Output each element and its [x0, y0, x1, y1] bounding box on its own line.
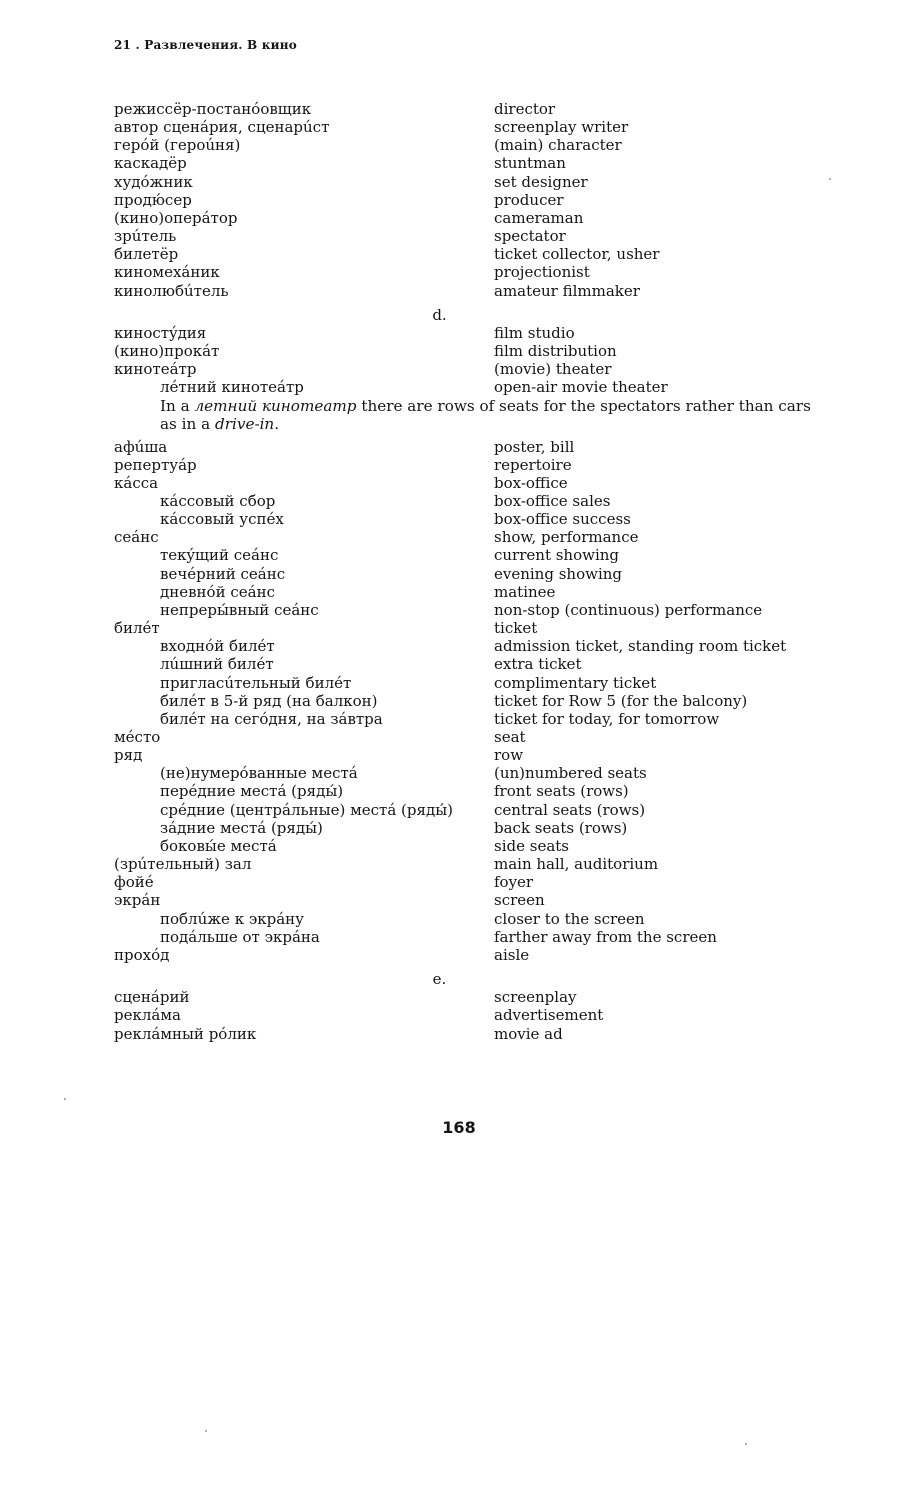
section-marker-e: e. — [432, 970, 447, 989]
note-italic-english: drive-in — [215, 414, 275, 433]
english-translation: back seats (rows) — [494, 818, 628, 837]
vocabulary-list — [114, 100, 824, 1043]
russian-term: продю́сер — [114, 190, 192, 209]
english-translation: director — [494, 100, 556, 118]
vocab-entry — [114, 1006, 824, 1024]
russian-term: боковы́е местá — [160, 836, 277, 855]
russian-term: мéсто — [114, 728, 161, 746]
vocab-entry — [114, 988, 824, 1006]
russian-term: реклáма — [114, 1006, 181, 1025]
english-translation: foyer — [494, 873, 534, 892]
english-translation: projectionist — [494, 263, 590, 282]
russian-term: афúша — [114, 437, 168, 456]
vocab-entry — [114, 438, 824, 456]
russian-term: билéт в 5-й ряд (на балкон) — [160, 691, 378, 710]
russian-term: кáссовый сбор — [160, 491, 276, 510]
english-translation: complimentary ticket — [494, 673, 657, 692]
vocab-entry — [114, 674, 824, 692]
english-translation: screenplay — [494, 988, 577, 1007]
vocab-entry — [114, 655, 824, 673]
russian-term: текýщий сеáнс — [160, 546, 279, 565]
russian-term: вечéрний сеáнс — [160, 564, 286, 583]
vocab-entry — [114, 855, 824, 873]
vocab-entry — [114, 710, 824, 728]
russian-term: лúшний билéт — [160, 655, 274, 674]
group-c — [114, 100, 824, 300]
vocab-entry — [114, 873, 824, 891]
vocab-entry — [114, 728, 824, 746]
vocab-entry — [114, 209, 824, 227]
russian-term: дневнóй сеáнс — [160, 582, 275, 601]
english-translation: evening showing — [494, 564, 623, 583]
vocab-entry — [114, 118, 824, 136]
english-translation: movie ad — [494, 1024, 563, 1043]
russian-term: режиссёр-постанóовщик — [114, 100, 312, 118]
english-translation: central seats (rows) — [494, 800, 646, 819]
russian-term: билетёр — [114, 245, 179, 264]
russian-term: кинолюбúтель — [114, 281, 229, 300]
group-e — [114, 988, 824, 1042]
running-header: 21 . Развлечения. В кино — [114, 38, 297, 52]
russian-term: киностýдия — [114, 323, 207, 342]
scan-speck — [829, 178, 831, 180]
english-translation: box-office — [494, 473, 568, 492]
english-translation: ticket for today, for tomorrow — [494, 709, 720, 728]
usage-note: In a летний кинотеатр there are rows of seats for the spectators rather than cars as in a drive-in. — [160, 396, 811, 433]
russian-term: поблúже к экрáну — [160, 909, 304, 928]
vocab-entry — [114, 191, 824, 209]
vocab-entry — [114, 619, 824, 637]
english-translation: front seats (rows) — [494, 782, 629, 801]
russian-term: сценáрий — [114, 988, 190, 1007]
english-translation: aisle — [494, 945, 530, 964]
russian-term: худóжник — [114, 172, 193, 191]
vocab-entry — [114, 801, 824, 819]
english-translation: ticket for Row 5 (for the balcony) — [494, 691, 748, 710]
vocab-entry — [114, 891, 824, 909]
english-translation: advertisement — [494, 1006, 604, 1025]
english-translation: box-office success — [494, 510, 631, 529]
russian-term: билéт на сегóдня, на зáвтра — [160, 709, 383, 728]
russian-term: кáссовый успéх — [160, 510, 284, 529]
vocab-entry — [114, 456, 824, 474]
vocab-entry — [114, 378, 824, 396]
english-translation: film distribution — [494, 342, 617, 361]
russian-term: автор сценáрия, сценарúст — [114, 118, 330, 137]
vocab-entry — [114, 245, 824, 263]
english-translation: closer to the screen — [494, 909, 645, 928]
english-translation: main hall, auditorium — [494, 855, 659, 874]
english-translation: amateur filmmaker — [494, 281, 640, 300]
english-translation: (un)numbered seats — [494, 764, 647, 783]
english-translation: (main) character — [494, 136, 622, 155]
russian-term: подáльше от экрáна — [160, 927, 320, 946]
vocab-entry — [114, 510, 824, 528]
note-italic-russian: летний кинотеатр — [194, 396, 357, 415]
russian-term: (не)нумерóванные местá — [160, 764, 358, 783]
russian-term: входнóй билéт — [160, 637, 275, 656]
english-translation: (movie) theater — [494, 360, 612, 379]
english-translation: set designer — [494, 172, 588, 191]
scan-speck — [745, 1443, 747, 1445]
english-translation: cameraman — [494, 208, 584, 227]
scan-speck — [64, 1098, 66, 1100]
vocab-entry — [114, 601, 824, 619]
vocab-entry — [114, 928, 824, 946]
english-translation: open-air movie theater — [494, 378, 668, 397]
english-translation: admission ticket, standing room ticket — [494, 637, 787, 656]
english-translation: seat — [494, 728, 526, 746]
russian-term: зáдние местá (ряды́) — [160, 818, 323, 837]
vocab-entry — [114, 324, 824, 342]
english-translation: side seats — [494, 836, 569, 855]
english-translation: ticket — [494, 619, 538, 638]
english-translation: farther away from the screen — [494, 927, 717, 946]
vocab-entry — [114, 1025, 824, 1043]
group-d-continued — [114, 438, 824, 965]
russian-term: прохóд — [114, 945, 170, 964]
vocab-entry — [114, 263, 824, 281]
vocab-entry — [114, 583, 824, 601]
russian-term: зрúтель — [114, 227, 177, 246]
russian-term: каскадёр — [114, 154, 187, 173]
vocab-entry — [114, 227, 824, 245]
group-d — [114, 324, 824, 397]
english-translation: non-stop (continuous) performance — [494, 600, 763, 619]
vocab-entry — [114, 692, 824, 710]
vocab-entry — [114, 837, 824, 855]
english-translation: box-office sales — [494, 491, 611, 510]
vocab-entry — [114, 342, 824, 360]
russian-term: билéт — [114, 619, 160, 638]
english-translation: screen — [494, 891, 545, 910]
english-translation: film studio — [494, 323, 575, 342]
vocab-entry — [114, 154, 824, 172]
russian-term: киномехáник — [114, 263, 220, 282]
russian-term: срéдние (центрáльные) местá (ряды́) — [160, 800, 453, 819]
russian-term: кáсса — [114, 473, 159, 492]
russian-term: сеáнс — [114, 528, 159, 547]
vocab-entry — [114, 910, 824, 928]
vocab-entry — [114, 282, 824, 300]
scan-speck — [205, 1430, 207, 1432]
english-translation: screenplay writer — [494, 118, 629, 137]
vocab-entry — [114, 946, 824, 964]
english-translation: show, performance — [494, 528, 639, 547]
vocab-entry — [114, 637, 824, 655]
english-translation: producer — [494, 190, 564, 209]
english-translation: extra ticket — [494, 655, 582, 674]
english-translation: row — [494, 746, 524, 765]
russian-term: перéдние местá (ряды́) — [160, 782, 344, 801]
russian-term: (зрúтельный) зал — [114, 855, 252, 874]
english-translation: current showing — [494, 546, 620, 565]
vocab-entry — [114, 528, 824, 546]
russian-term: экрáн — [114, 891, 161, 910]
vocab-entry — [114, 819, 824, 837]
vocab-entry — [114, 173, 824, 191]
english-translation: stuntman — [494, 154, 566, 173]
vocab-entry — [114, 492, 824, 510]
russian-term: ряд — [114, 746, 143, 765]
russian-term: кинотеáтр — [114, 360, 197, 379]
vocab-entry — [114, 136, 824, 154]
english-translation: spectator — [494, 227, 566, 246]
russian-term: фойé — [114, 873, 154, 892]
english-translation: repertoire — [494, 455, 572, 474]
vocab-entry — [114, 100, 824, 118]
vocab-entry — [114, 746, 824, 764]
russian-term: репертуáр — [114, 455, 197, 474]
russian-term: непреры́вный сеáнс — [160, 600, 319, 619]
vocab-entry — [114, 764, 824, 782]
vocab-entry — [114, 474, 824, 492]
vocab-entry — [114, 546, 824, 564]
english-translation: matinee — [494, 582, 556, 601]
english-translation: ticket collector, usher — [494, 245, 660, 264]
russian-term: лéтний кинотеáтр — [160, 378, 304, 397]
russian-term: (кино)оперáтор — [114, 208, 238, 227]
vocab-entry — [114, 565, 824, 583]
english-translation: poster, bill — [494, 437, 575, 456]
vocab-entry — [114, 782, 824, 800]
russian-term: герóй (героúня) — [114, 136, 241, 155]
russian-term: пригласúтельный билéт — [160, 673, 352, 692]
vocab-entry — [114, 360, 824, 378]
russian-term: реклáмный рóлик — [114, 1024, 257, 1043]
russian-term: (кино)прокáт — [114, 342, 220, 361]
page-number: 168 — [442, 1118, 476, 1137]
section-marker-d: d. — [432, 305, 447, 324]
